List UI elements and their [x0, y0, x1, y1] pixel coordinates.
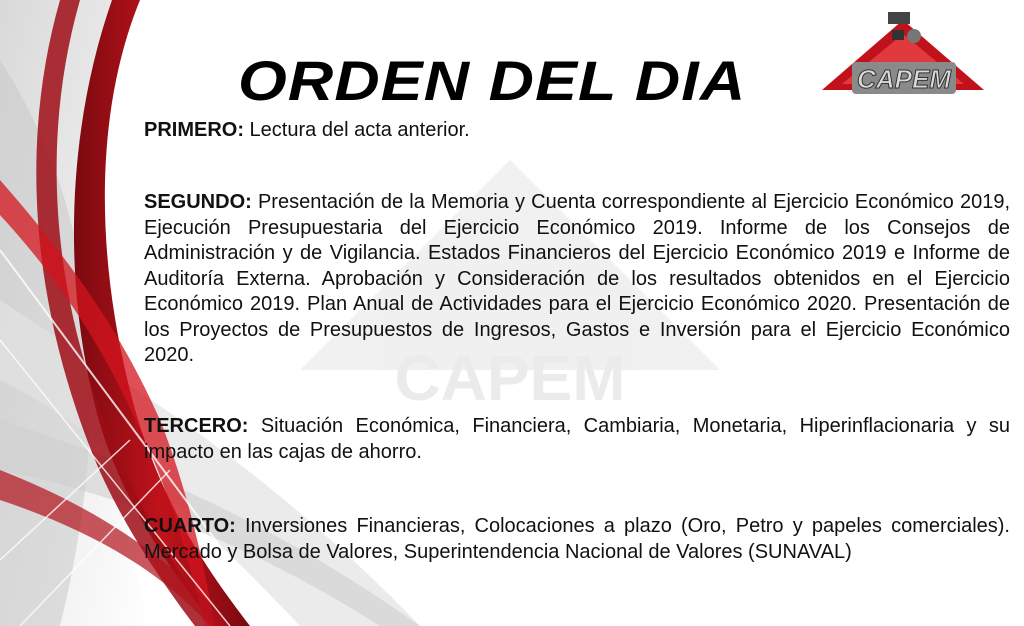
- item-label: TERCERO:: [144, 415, 249, 437]
- agenda-item-cuarto: [144, 514, 1010, 565]
- item-text: Inversiones Financieras, Colocaciones a plazo (Oro, Petro y papeles comerciales). Mercado y Bolsa de Valores, Superintendencia Nacional de Valores (SUNAVAL): [144, 515, 1010, 563]
- item-label: PRIMERO:: [144, 119, 244, 141]
- item-text: Situación Económica, Financiera, Cambiaria, Monetaria, Hiperinflacionaria y su impacto en las cajas de ahorro.: [144, 415, 1010, 463]
- agenda-item-tercero: [144, 414, 1010, 465]
- item-label: SEGUNDO:: [144, 191, 252, 213]
- agenda-item-primero: [144, 118, 1010, 144]
- page-title: ORDEN DEL DIA: [238, 49, 747, 112]
- capem-logo: [818, 8, 988, 104]
- item-label: CUARTO:: [144, 515, 236, 537]
- svg-text:CAPEM: CAPEM: [394, 342, 626, 414]
- agenda-item-segundo: [144, 190, 1010, 369]
- item-text: Presentación de la Memoria y Cuenta correspondiente al Ejercicio Económico 2019, Ejecución Presupuestaria del Ejercicio Económico 2019. Informe de los Consejos de Administración y de Vigilancia. Estados Financieros del Ejercicio Económico 2019 e Informe de Auditoría Externa. Aprobación y Consideración de los resultados obtenidos en el Ejercicio Económico 2019. Plan Anual de Actividades para el Ejercicio Económico 2020. Presentación de los Proyectos de Presupuestos de Ingresos, Gastos e Inversión para el Ejercicio Económico 2020.: [144, 191, 1010, 366]
- item-text: Lectura del acta anterior.: [244, 119, 470, 141]
- svg-text:CAPEM: CAPEM: [857, 64, 951, 94]
